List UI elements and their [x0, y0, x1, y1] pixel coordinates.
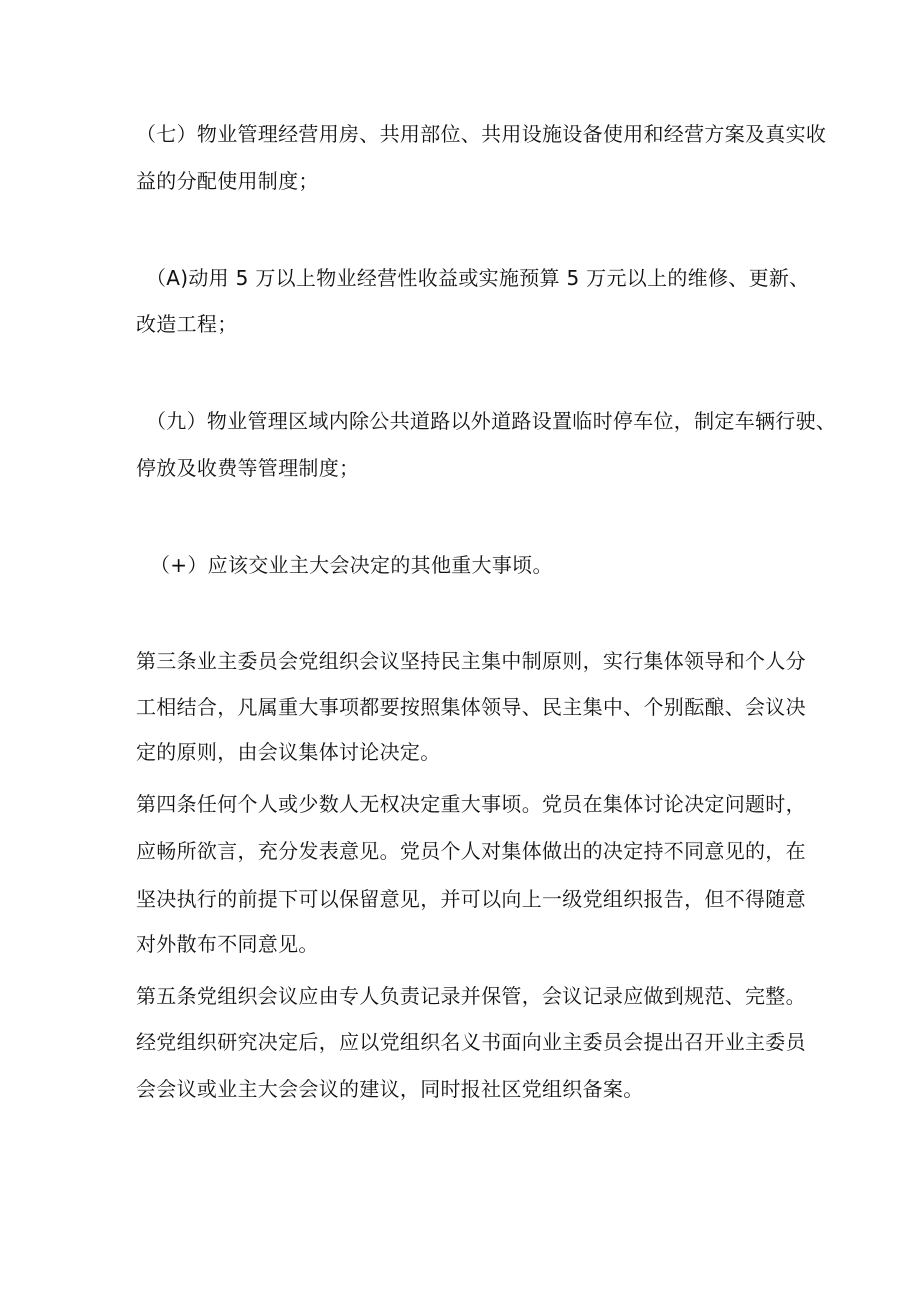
text-line: 工相结合，凡属重大事项都要按照集体领导、民主集中、个别酝酿、会议决 [136, 695, 806, 719]
text-line: 第四条任何个人或少数人无权决定重大事顷。党员在集体讨论决定问题时， [136, 792, 806, 816]
text-line: （七）物业管理经营用房、共用部位、共用设施设备使用和经营方案及真实收 [136, 122, 827, 146]
text-line: 第三条业主委员会党组织会议坚持民主集中制原则，实行集体领导和个人分 [136, 649, 806, 673]
text-line: 停放及收费等管理制度； [136, 456, 360, 480]
text-line: 经党组织研究决定后，应以党组织名义书面向业主委员会提出召开业主委员 [136, 1030, 806, 1054]
text-line: （九）物业管理区域内除公共道路以外道路设置临时停车位，制定车辆行驶、 [146, 409, 837, 433]
text-line: 定的原则，由会议集体讨论决定。 [136, 740, 441, 764]
text-line: 应畅所欲言，充分发表意见。党员个人对集体做出的决定持不同意见的，在 [136, 839, 806, 863]
text-line: 对外散布不同意见。 [136, 932, 319, 956]
text-line: 益的分配使用制度； [136, 169, 319, 193]
text-line: （+）应该交业主大会决定的其他重大事顷。 [150, 553, 553, 577]
text-line: 改造工程； [136, 312, 238, 336]
text-line: （A)动用 5 万以上物业经营性收益或实施预算 5 万元以上的维修、更新、 [146, 266, 810, 290]
text-line: 第五条党组织会议应由专人负责记录并保管，会议记录应做到规范、完整。 [136, 984, 806, 1008]
text-line: 坚决执行的前提下可以保留意见，并可以向上一级党组织报告，但不得随意 [136, 887, 806, 911]
text-line: 会会议或业主大会会议的建议，同时报社区党组织备案。 [136, 1077, 644, 1101]
